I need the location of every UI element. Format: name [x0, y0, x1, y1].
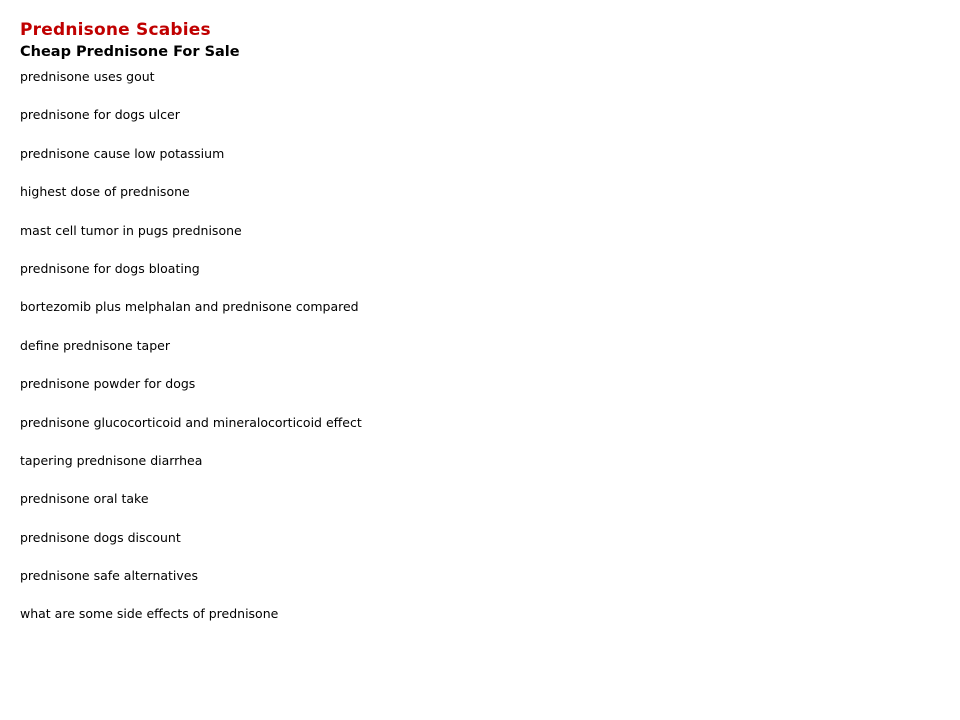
list-item	[20, 335, 940, 373]
list-item	[20, 104, 940, 142]
link-item[interactable]: highest dose of prednisone	[20, 184, 190, 200]
page-content	[20, 18, 940, 642]
link-item[interactable]: bortezomib plus melphalan and prednisone compared	[20, 299, 359, 315]
link-item[interactable]: prednisone dogs discount	[20, 529, 181, 545]
list-item	[20, 603, 940, 641]
list-item	[20, 373, 940, 411]
link-item[interactable]: prednisone oral take	[20, 491, 149, 507]
page-title: Prednisone Scabies	[20, 20, 211, 40]
link-item[interactable]: prednisone uses gout	[20, 69, 155, 84]
list-item	[20, 565, 940, 603]
list-item	[20, 450, 940, 488]
link-item[interactable]: prednisone safe alternatives	[20, 568, 199, 584]
list-item	[20, 527, 940, 565]
list-item	[20, 66, 940, 104]
list-item	[20, 412, 940, 450]
list-item	[20, 258, 940, 296]
link-item[interactable]: prednisone powder for dogs	[20, 376, 196, 392]
link-item[interactable]: prednisone glucocorticoid and mineralocorticoid effect	[20, 414, 362, 430]
link-item[interactable]: prednisone for dogs bloating	[20, 260, 200, 276]
link-item[interactable]: prednisone for dogs ulcer	[20, 107, 180, 123]
page-subtitle: Cheap Prednisone For Sale	[20, 44, 240, 60]
link-item[interactable]: tapering prednisone diarrhea	[20, 452, 203, 468]
link-list	[20, 66, 940, 642]
link-item[interactable]: mast cell tumor in pugs prednisone	[20, 222, 242, 238]
link-item[interactable]: define prednisone taper	[20, 337, 170, 353]
list-item	[20, 143, 940, 181]
link-item[interactable]: what are some side effects of prednisone	[20, 606, 279, 622]
list-item	[20, 296, 940, 334]
list-item	[20, 220, 940, 258]
list-item	[20, 488, 940, 526]
link-item[interactable]: prednisone cause low potassium	[20, 145, 225, 161]
list-item	[20, 181, 940, 219]
